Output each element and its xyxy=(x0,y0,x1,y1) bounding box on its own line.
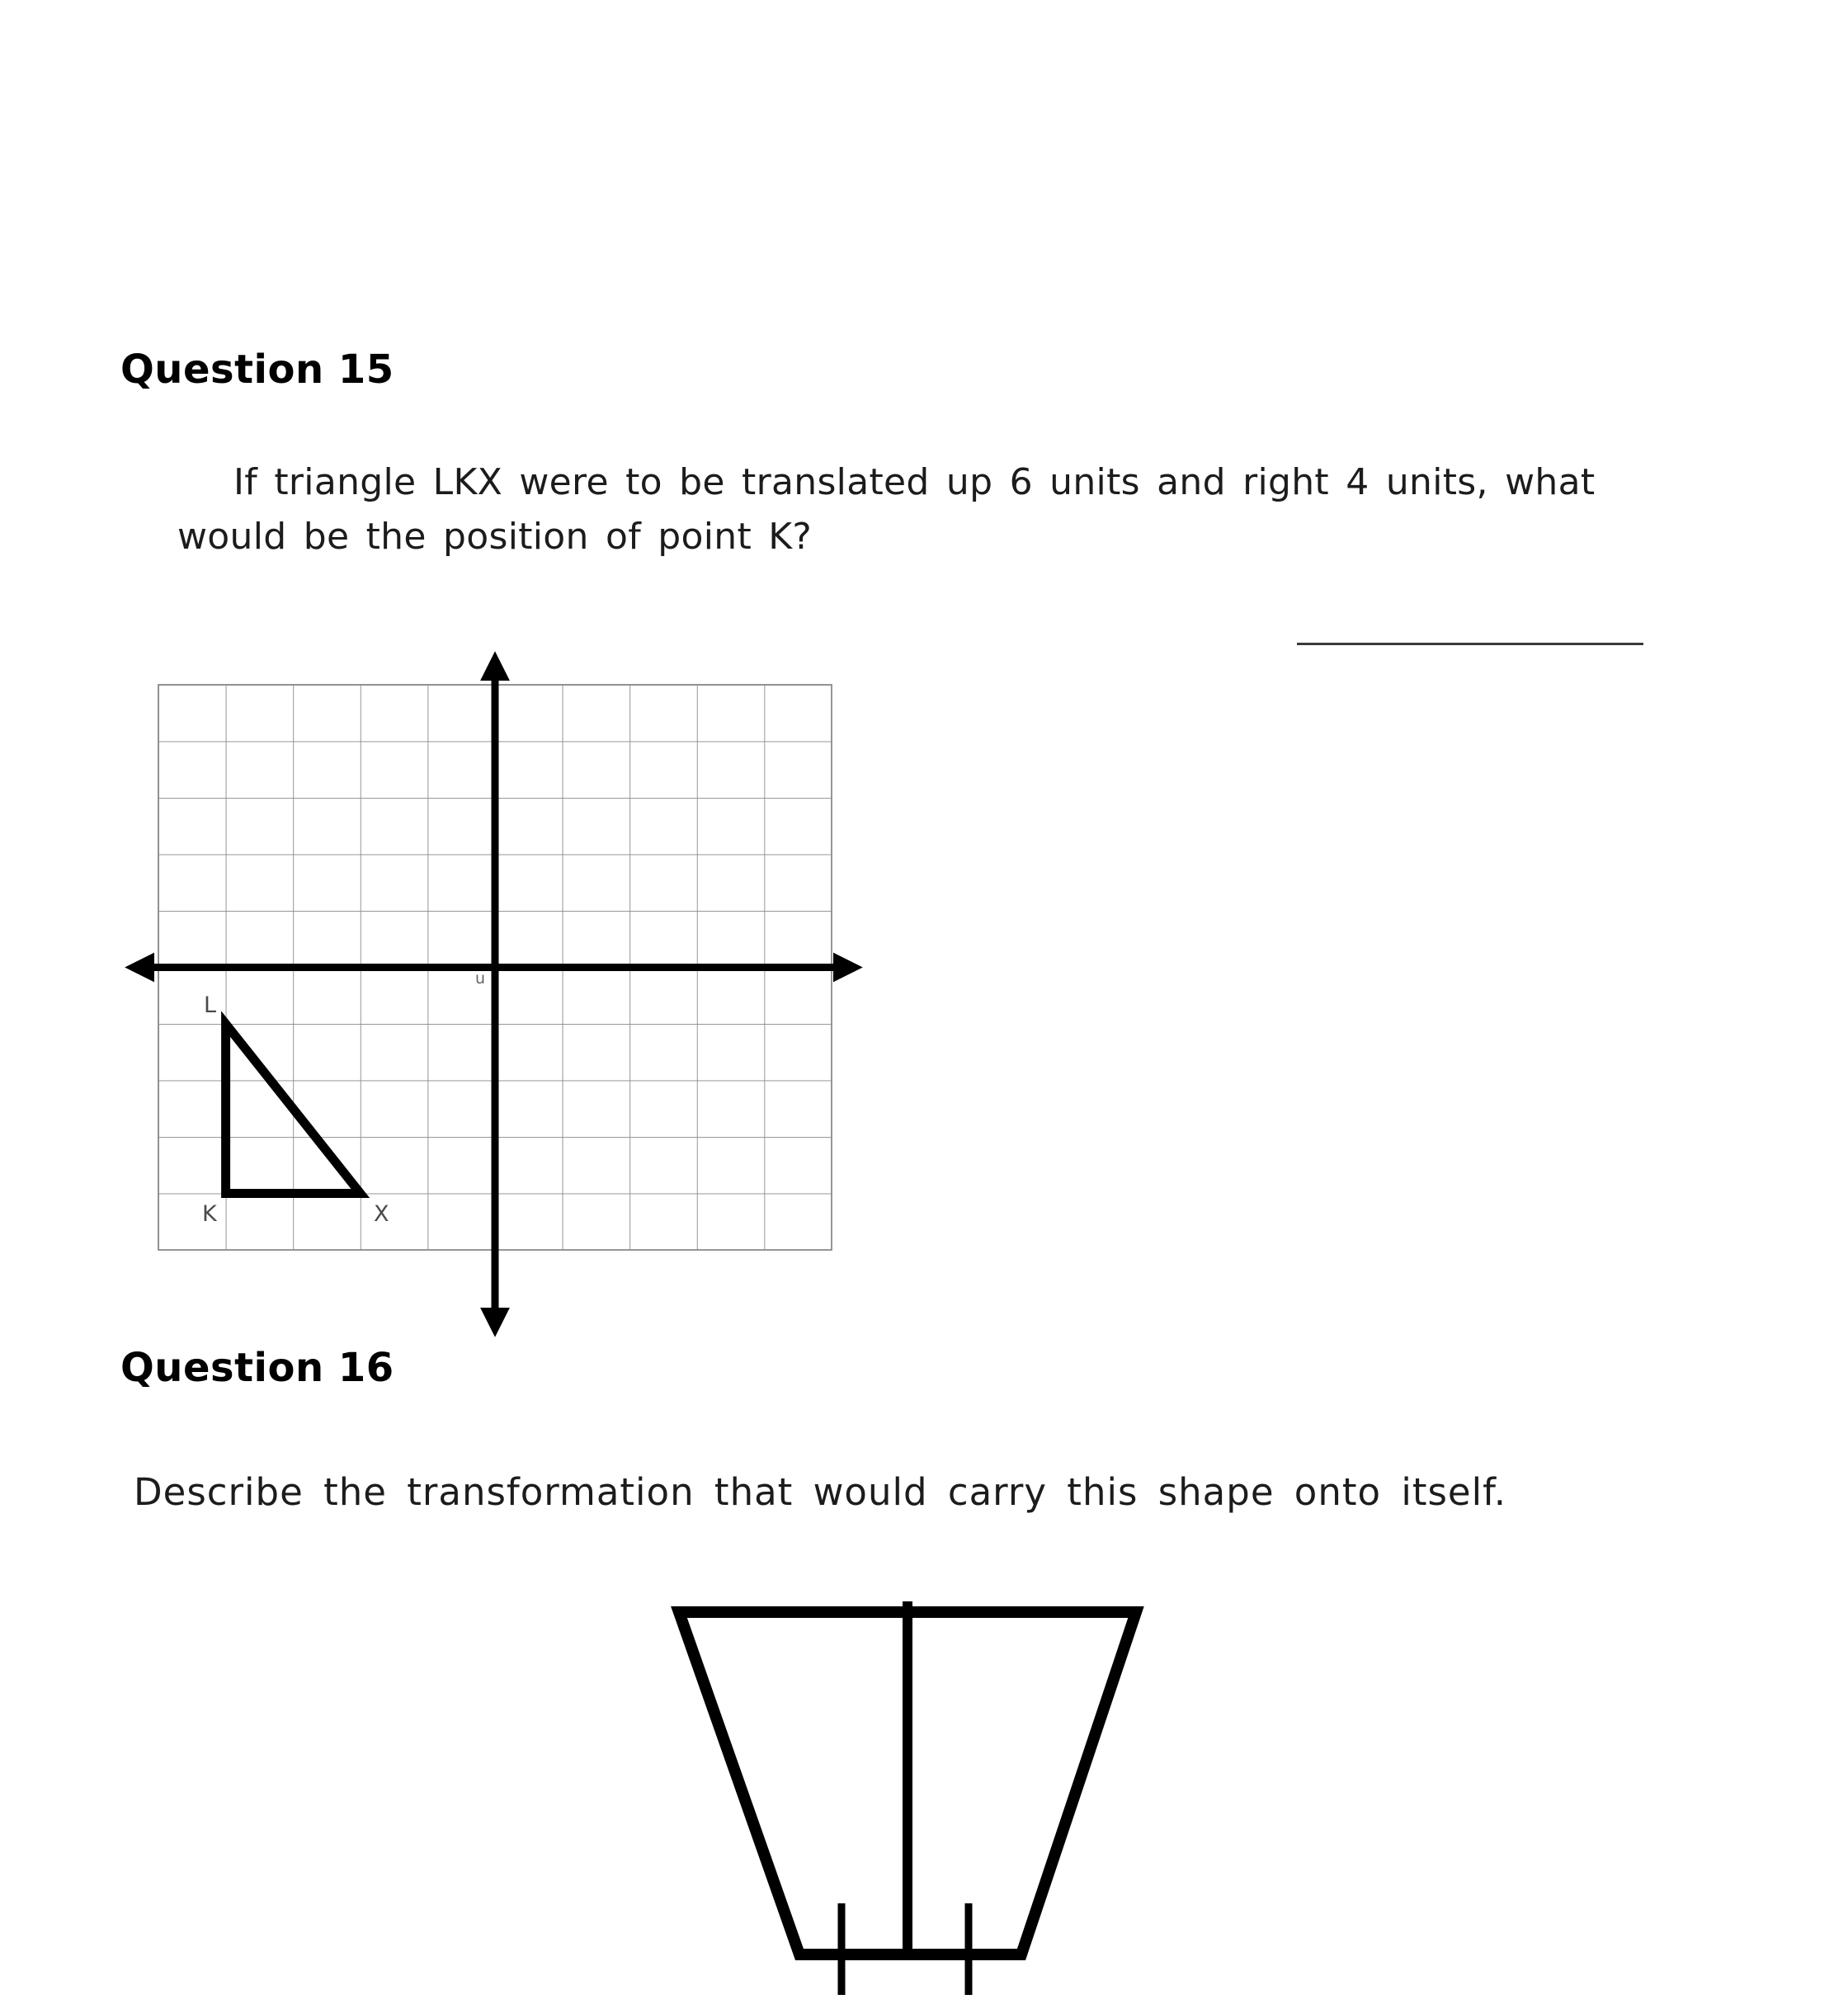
trapezoid-figure xyxy=(644,1568,1180,2004)
question-15-text-line1: If triangle LKX were to be translated up 6 units and right 4 units, what xyxy=(233,461,1596,503)
vertex-label-K: K xyxy=(202,1201,217,1227)
question-15-heading: Question 15 xyxy=(120,347,394,393)
question-16-text: Describe the transformation that would carry this shape onto itself. xyxy=(134,1470,1506,1514)
coordinate-grid-figure xyxy=(124,644,866,1353)
answer-blank-line xyxy=(1297,643,1643,645)
vertex-label-L: L xyxy=(204,993,217,1018)
question-16-heading: Question 16 xyxy=(120,1345,394,1391)
origin-mark: u xyxy=(475,969,486,988)
vertex-label-X: X xyxy=(374,1201,389,1227)
question-15-text xyxy=(177,455,1654,564)
question-15-text-line2: would be the position of point K? xyxy=(177,516,813,558)
